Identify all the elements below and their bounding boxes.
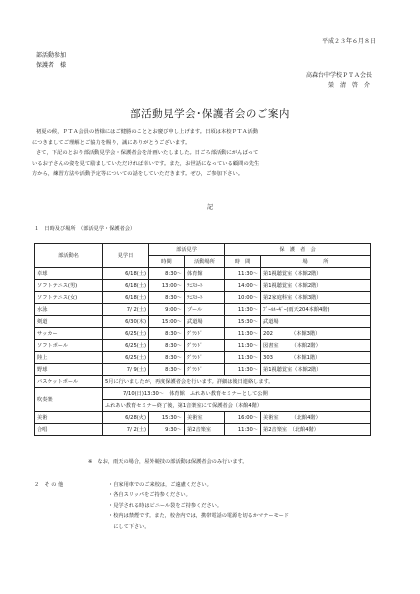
club-name: バスケットボール bbox=[35, 376, 103, 388]
activity-place: 武道場 bbox=[185, 316, 225, 328]
note-line: ・見学される時はビニール袋をご持参ください。 bbox=[108, 502, 223, 509]
recipient-line-1: 部活動参加 bbox=[36, 52, 67, 59]
table-row-brass bbox=[35, 388, 371, 400]
meeting-time: 11:30～ bbox=[225, 328, 261, 340]
brass-line-1: 7/10(日)13:30～ 体育館 ふれあい教育セミナーとして公開 bbox=[103, 388, 371, 400]
club-name: 美術 bbox=[35, 412, 103, 424]
activity-place: ｸﾞﾗﾝﾄﾞ bbox=[185, 340, 225, 352]
visit-date: 6/25(土) bbox=[103, 328, 149, 340]
meeting-time: 11:30～ bbox=[225, 340, 261, 352]
activity-place: ｸﾞﾗﾝﾄﾞ bbox=[185, 328, 225, 340]
meeting-time: 11:30～ bbox=[225, 424, 261, 436]
visit-date: 6/28(火) bbox=[103, 412, 149, 424]
meeting-time: 15:30～ bbox=[225, 316, 261, 328]
visit-time: 8:30～ bbox=[149, 328, 185, 340]
visit-time: 15:30～ bbox=[149, 412, 185, 424]
meeting-place: ﾌﾟｰﾙﾙｰｷﾞｰ(雨天204本館4階) bbox=[261, 304, 371, 316]
visit-date: 6/18(土) bbox=[103, 268, 149, 280]
meeting-place: 武道場 bbox=[261, 316, 371, 328]
meeting-time: 10:00～ bbox=[225, 292, 261, 304]
intro-line: さて，下記のとおり部活動見学会・保護者会を計画いたしました。日ごろ部活動にがんばって bbox=[36, 150, 259, 157]
club-name: ソフトテニス(女) bbox=[35, 292, 103, 304]
club-name: 剣道 bbox=[35, 316, 103, 328]
meeting-place: 第2家庭科室（本館3階） bbox=[261, 292, 371, 304]
sender-line-1: 高森台中学校ＰＴＡ会長 bbox=[305, 72, 372, 79]
section-1-heading: １ 日時及び場所 （部活見学・保護者会） bbox=[34, 226, 136, 232]
club-name: サッカー bbox=[35, 328, 103, 340]
table-row bbox=[35, 412, 371, 424]
activity-place: ﾃﾆｽｺｰﾄ bbox=[185, 280, 225, 292]
intro-line: いるお子さんの姿を見て励ましていただければ幸いです。また，お世話になっている顧問の先生 bbox=[32, 160, 260, 167]
visit-time: 8:30～ bbox=[149, 352, 185, 364]
intro-paragraph bbox=[32, 127, 388, 180]
activity-place: プール bbox=[185, 304, 225, 316]
table-row bbox=[35, 352, 371, 364]
header-meeting-place: 場 所 bbox=[261, 256, 371, 268]
table-row bbox=[35, 340, 371, 352]
meeting-place: 第1視聴覚室（本館2階） bbox=[261, 364, 371, 376]
header-hogosha-group: 保 護 者 会 bbox=[225, 244, 371, 256]
section-2-heading: ２ そ の 他 bbox=[34, 482, 64, 488]
intro-line: につきましてご理解とご協力を賜り，誠にありがとうございます。 bbox=[32, 139, 191, 146]
meeting-time: 11:30～ bbox=[225, 304, 261, 316]
document-title: 部活動見学会･保護者会のご案内 bbox=[130, 108, 290, 120]
visit-date: 7/ 9(土) bbox=[103, 364, 149, 376]
note-line: ・自家用車でのご来校は，ご遠慮ください。 bbox=[108, 482, 212, 488]
club-name: 水泳 bbox=[35, 304, 103, 316]
club-name: 陸上 bbox=[35, 352, 103, 364]
visit-date: 6/25(土) bbox=[103, 340, 149, 352]
activity-place: 第2音楽室 bbox=[185, 424, 225, 436]
meeting-place: 美術室 （北館4階） bbox=[261, 412, 371, 424]
table-row bbox=[35, 424, 371, 436]
club-name: 吹奏楽 bbox=[35, 388, 103, 412]
meeting-place: 303 （本館1階） bbox=[261, 352, 371, 364]
club-name: 野球 bbox=[35, 364, 103, 376]
ki-heading: 記 bbox=[206, 204, 213, 211]
note-line: にして下さい。 bbox=[108, 523, 150, 530]
meeting-place: 第1視聴覚室（本館2階） bbox=[261, 280, 371, 292]
document-date: 平成２３年６月８日 bbox=[321, 38, 376, 45]
activity-place: ｸﾞﾗﾝﾄﾞ bbox=[185, 364, 225, 376]
club-name: 卓球 bbox=[35, 268, 103, 280]
note-line: ・校内は禁煙です。また，校舎内では，携帯電話の電源を切るかマナーモード bbox=[108, 513, 289, 520]
visit-date: 7/ 2(土) bbox=[103, 424, 149, 436]
schedule-table bbox=[34, 243, 371, 436]
meeting-place: 202 （本館3階） bbox=[261, 328, 371, 340]
meeting-time: 16:00～ bbox=[225, 412, 261, 424]
visit-time: 9:00～ bbox=[149, 304, 185, 316]
table-row bbox=[35, 280, 371, 292]
header-bukatsu-group: 部活見学 bbox=[149, 244, 225, 256]
club-name: ソフトテニス(男) bbox=[35, 280, 103, 292]
header-date: 見学日 bbox=[103, 244, 149, 268]
sender-line-2: 榮 清 啓 介 bbox=[327, 82, 370, 89]
meeting-time: 14:00～ bbox=[225, 280, 261, 292]
other-notes bbox=[108, 480, 289, 532]
club-name: ソフトボール bbox=[35, 340, 103, 352]
table-row bbox=[35, 268, 371, 280]
rain-footnote: ※ なお，雨天の場合，屋外競技の部活動は保護者会のみ行います。 bbox=[88, 459, 248, 465]
club-name: 合唱 bbox=[35, 424, 103, 436]
visit-time: 15:00～ bbox=[149, 316, 185, 328]
visit-time: 8:30～ bbox=[149, 268, 185, 280]
visit-time: 8:30～ bbox=[149, 292, 185, 304]
activity-place: ﾃﾆｽｺｰﾄ bbox=[185, 292, 225, 304]
table-row bbox=[35, 304, 371, 316]
header-club: 部活動名 bbox=[35, 244, 103, 268]
activity-place: ｸﾞﾗﾝﾄﾞ bbox=[185, 352, 225, 364]
header-time: 時間 bbox=[149, 256, 185, 268]
recipient-line-2: 保護者 様 bbox=[36, 62, 67, 69]
meeting-time: 11:30～ bbox=[225, 352, 261, 364]
visit-time: 8:30～ bbox=[149, 340, 185, 352]
intro-line: 初夏の候，ＰＴＡ会員の皆様にはご健勝のこととお慶び申し上げます。日頃は本校ＰＴＡ活動 bbox=[36, 129, 259, 135]
note-line: ・各自スリッパをご持参ください。 bbox=[108, 492, 191, 499]
header-place: 活動場所 bbox=[185, 256, 225, 268]
table-row bbox=[35, 292, 371, 304]
meeting-place: 図書室 （本館2階） bbox=[261, 340, 371, 352]
visit-date: 6/18(土) bbox=[103, 292, 149, 304]
meeting-time: 11:30～ bbox=[225, 364, 261, 376]
table-row bbox=[35, 316, 371, 328]
table-row-basketball bbox=[35, 376, 371, 388]
visit-date: 7/ 2(土) bbox=[103, 304, 149, 316]
table-row bbox=[35, 328, 371, 340]
intro-line: 方から，練習方法や活動予定等についての話をしていただきます。ぜひ，ご参加下さい。 bbox=[32, 171, 244, 178]
visit-time: 8:30～ bbox=[149, 364, 185, 376]
meeting-time: 11:30～ bbox=[225, 268, 261, 280]
header-meeting-time: 時 間 bbox=[225, 256, 261, 268]
meeting-place: 第2音楽室 （北館4階） bbox=[261, 424, 371, 436]
activity-place: 美術室 bbox=[185, 412, 225, 424]
visit-date: 6/25(土) bbox=[103, 352, 149, 364]
activity-place: 体育館 bbox=[185, 268, 225, 280]
visit-date: 6/30(木) bbox=[103, 316, 149, 328]
visit-date: 6/18(土) bbox=[103, 280, 149, 292]
table-row bbox=[35, 364, 371, 376]
visit-time: 9:30～ bbox=[149, 424, 185, 436]
meeting-place: 第1視聴覚室（本館2階） bbox=[261, 268, 371, 280]
brass-line-2: ふれあい教育セミナー終了後，第1音楽室にて保護者会（本館4階） bbox=[103, 400, 371, 412]
visit-time: 13:00～ bbox=[149, 280, 185, 292]
basketball-note: 5月に行いましたが，再度保護者会を行います。詳細は後日連絡します。 bbox=[103, 376, 371, 388]
